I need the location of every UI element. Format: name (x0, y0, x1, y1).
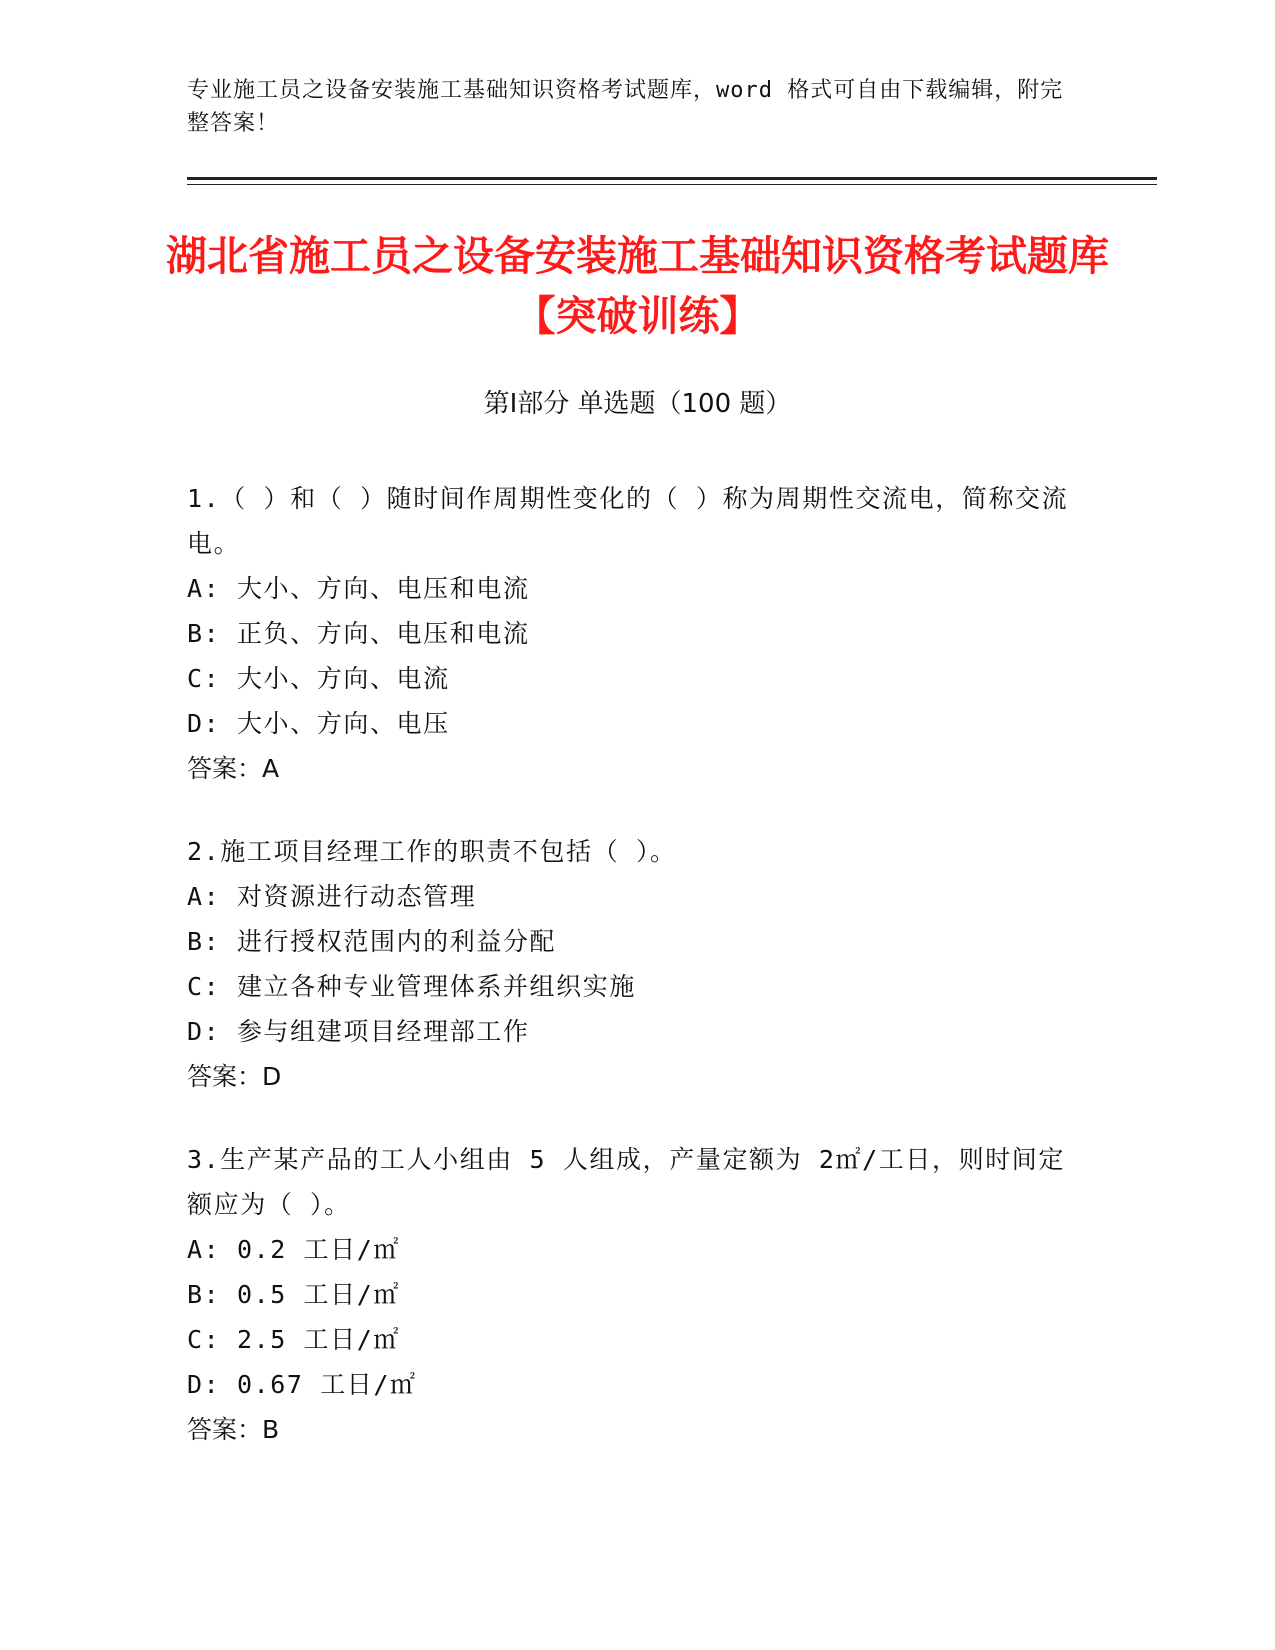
answer: 答案：D (187, 1062, 282, 1091)
question-stem: 3.生产某产品的工人小组由 5 人组成，产量定额为 2㎡/工日，则时间定额应为（ ）。 (187, 1145, 1066, 1219)
answer: 答案：A (187, 754, 280, 783)
option-d: D: 大小、方向、电压 (187, 709, 450, 738)
option-a: A: 0.2 工日/㎡ (187, 1235, 401, 1264)
question-stem: 1.（ ）和（ ）随时间作周期性变化的（ ）称为周期性交流电，简称交流电。 (187, 484, 1069, 558)
option-a: A: 大小、方向、电压和电流 (187, 574, 530, 603)
question-2 (187, 829, 1077, 1099)
document-title: 湖北省施工员之设备安装施工基础知识资格考试题库【突破训练】 (166, 232, 1109, 340)
question-1 (187, 476, 1077, 791)
option-b: B: 0.5 工日/㎡ (187, 1280, 401, 1309)
question-stem: 2.施工项目经理工作的职责不包括（ ）。 (187, 837, 677, 866)
option-c: C: 建立各种专业管理体系并组织实施 (187, 972, 636, 1001)
header-divider-thin (187, 184, 1157, 185)
option-c: C: 大小、方向、电流 (187, 664, 450, 693)
header-note: 专业施工员之设备安装施工基础知识资格考试题库，word 格式可自由下载编辑，附完整答案！ (187, 78, 1064, 136)
option-b: B: 进行授权范围内的利益分配 (187, 927, 557, 956)
section-title: 第Ⅰ部分 单选题（100 题） (483, 389, 792, 419)
option-c: C: 2.5 工日/㎡ (187, 1325, 401, 1354)
question-list (187, 476, 1077, 1490)
option-d: D: 参与组建项目经理部工作 (187, 1017, 530, 1046)
option-d: D: 0.67 工日/㎡ (187, 1370, 417, 1399)
option-b: B: 正负、方向、电压和电流 (187, 619, 530, 648)
question-3 (187, 1137, 1077, 1452)
option-a: A: 对资源进行动态管理 (187, 882, 477, 911)
answer: 答案：B (187, 1415, 280, 1444)
header-divider-thick (187, 177, 1157, 180)
